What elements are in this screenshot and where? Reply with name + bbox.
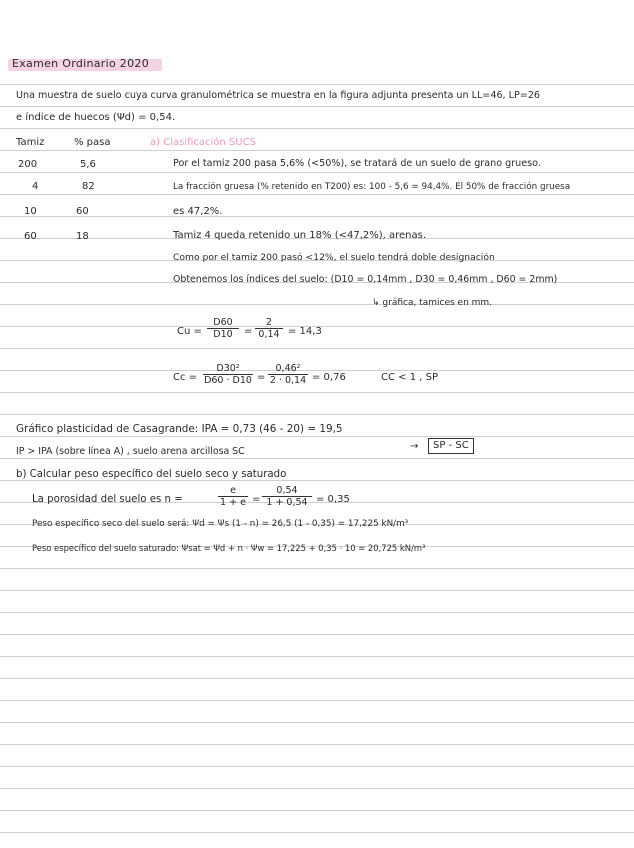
cu-denominator: D10 [213, 329, 233, 340]
table-header-pasa: % pasa [74, 137, 111, 148]
porosity-numerator-value: 0,54 [262, 485, 312, 497]
a-line-6: Obtenemos los índices del suelo: (D10 = 0,14mm , D30 = 0,46mm , D60 = 2mm) [173, 274, 558, 285]
porosity-fraction-symbolic [218, 485, 248, 508]
page-title: Examen Ordinario 2020 [12, 57, 149, 70]
cc-numerator-value: 0,46² [268, 363, 308, 375]
porosity-result: = 0,35 [316, 494, 350, 505]
a-line-4: Tamiz 4 queda retenido un 18% (<47,2%), arenas. [173, 230, 427, 241]
ip-line: IP > IPA (sobre línea A) , suelo arena arcillosa SC [16, 446, 245, 457]
arrow-icon: → [410, 441, 419, 452]
table-cell-tamiz: 4 [32, 181, 39, 192]
cc-label: Cc = [173, 372, 198, 383]
table-header-tamiz: Tamiz [16, 137, 45, 148]
cc-note: CC < 1 , SP [381, 372, 438, 383]
cu-numerator: D60 [207, 317, 239, 329]
a-line-1: Por el tamiz 200 pasa 5,6% (<50%), se tratará de un suelo de grano grueso. [173, 158, 541, 169]
a-line-2: La fracción gruesa (% retenido en T200) es: 100 - 5,6 = 94,4%. El 50% de fracción gruesa [173, 182, 571, 192]
table-cell-pasa: 60 [76, 206, 89, 217]
table-cell-pasa: 82 [82, 181, 95, 192]
cc-denominator-value: 2 · 0,14 [269, 375, 307, 386]
cu-numerator-value: 2 [255, 317, 283, 329]
porosity-label: La porosidad del suelo es n = [32, 494, 183, 505]
cc-denominator: D60 · D10 [204, 375, 252, 386]
cu-denominator-value: 0,14 [258, 329, 280, 340]
section-b-heading: b) Calcular peso específico del suelo seco y saturado [16, 469, 287, 480]
section-a-heading: a) Clasificación SUCS [150, 137, 256, 148]
cu-fraction-symbolic [207, 317, 239, 340]
table-cell-tamiz: 200 [18, 159, 38, 170]
cu-equals: = [244, 326, 253, 337]
table-cell-tamiz: 60 [24, 231, 37, 242]
cu-result: = 14,3 [288, 326, 322, 337]
porosity-denominator-value: 1 + 0,54 [266, 497, 308, 508]
cc-fraction-numeric [268, 363, 308, 386]
casagrande-line: Gráfico plasticidad de Casagrande: IPA = 0,73 (46 - 20) = 19,5 [16, 423, 343, 435]
porosity-fraction-numeric [262, 485, 312, 508]
cu-fraction-numeric [255, 317, 283, 340]
cc-equals: = [257, 372, 266, 383]
table-cell-pasa: 18 [76, 231, 89, 242]
intro-line-1: Una muestra de suelo cuya curva granulométrica se muestra en la figura adjunta presenta un LL=46, LP=26 [16, 90, 541, 101]
table-cell-tamiz: 10 [24, 206, 37, 217]
porosity-denominator: 1 + e [220, 497, 246, 508]
cc-numerator: D30² [203, 363, 253, 375]
intro-line-2: e índice de huecos (Ψd) = 0,54. [16, 112, 176, 123]
a-line-5: Como por el tamiz 200 pasó <12%, el suelo tendrá doble designación [173, 252, 495, 263]
a-line-3: es 47,2%. [173, 206, 223, 217]
cu-label: Cu = [177, 326, 202, 337]
cc-result: = 0,76 [312, 372, 346, 383]
a-line-7: ↳ gráfica, tamices en mm. [372, 298, 493, 308]
b-line-3: Peso específico del suelo saturado: Ψsat = Ψd + n · Ψw = 17,225 + 0,35 · 10 = 20,725 kN/m³ [32, 543, 426, 553]
porosity-equals: = [252, 494, 261, 505]
table-cell-pasa: 5,6 [80, 159, 96, 170]
cc-fraction-symbolic [203, 363, 253, 386]
result-box: SP - SC [428, 438, 474, 454]
b-line-2: Peso específico seco del suelo será: Ψd = Ψs (1 - n) = 26,5 (1 - 0,35) = 17,225 kN/m³ [32, 519, 409, 529]
porosity-numerator: e [218, 485, 248, 497]
